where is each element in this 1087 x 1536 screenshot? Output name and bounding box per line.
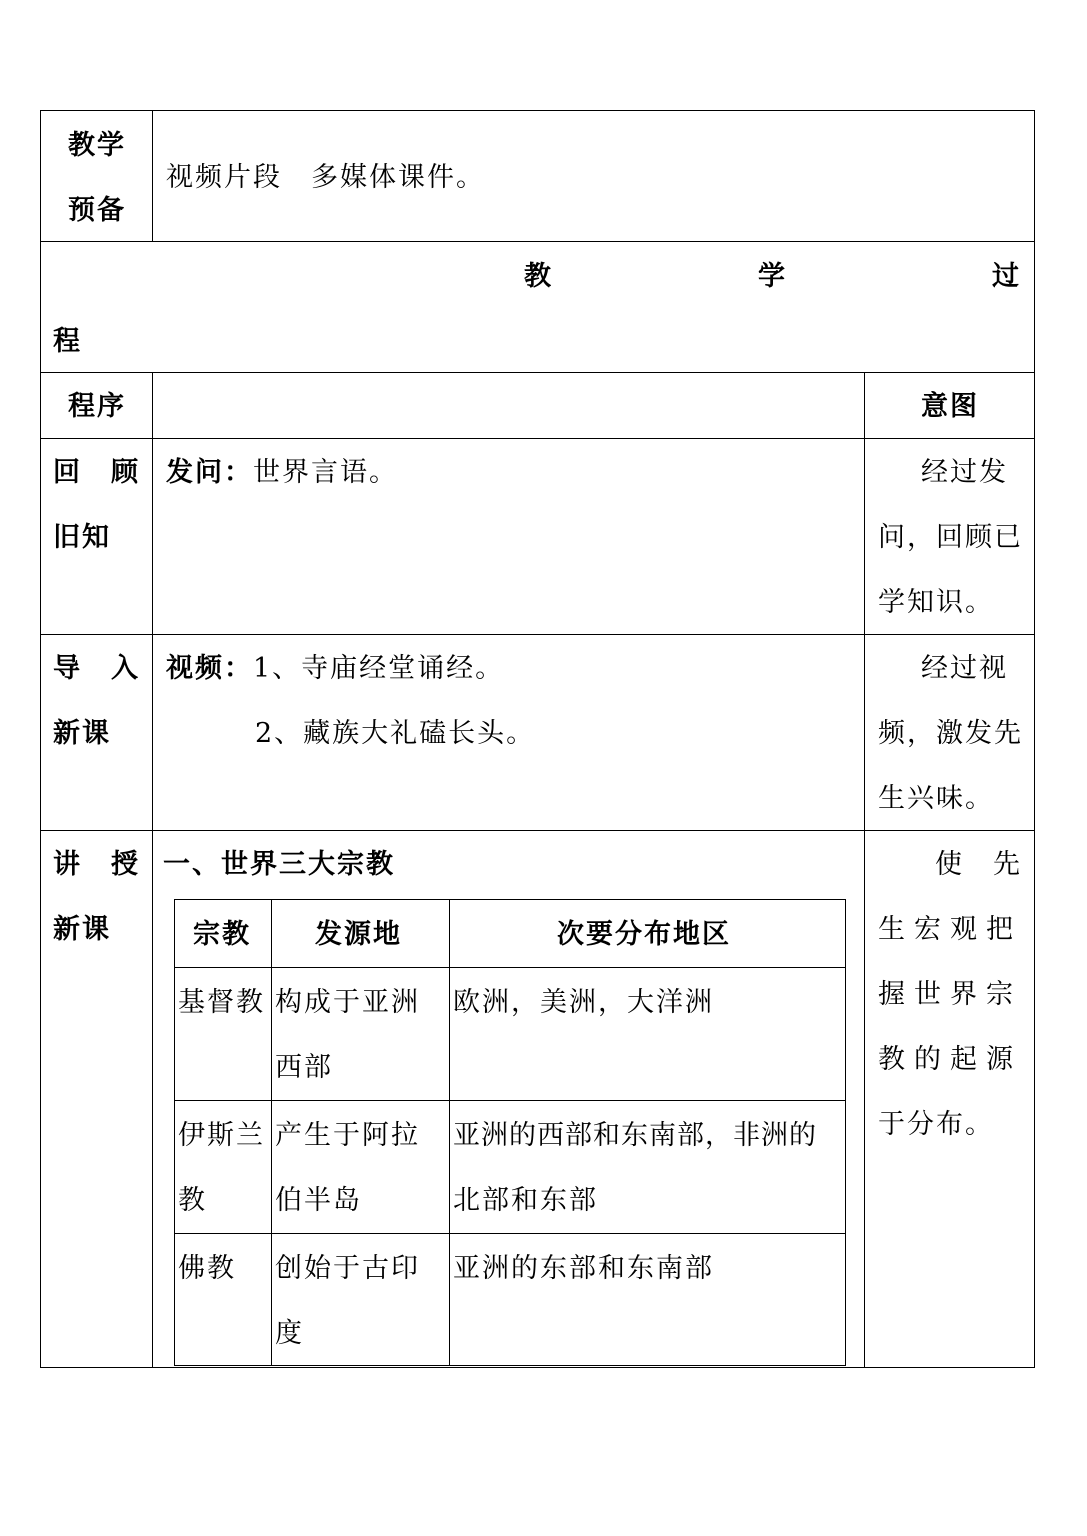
distribution-cell-line1: 亚洲的东部和东南部 [453,1253,714,1284]
intro-label-line2: 新课 [53,718,111,749]
review-intent-line3: 学知识。 [878,587,994,618]
header-origin: 发源地 [315,919,402,950]
prep-label-line2: 预备 [68,195,126,226]
lecture-label-line1: 讲 授 [53,849,140,880]
origin-cell-line1: 创始于古印 [275,1253,420,1284]
intro-intent-line2: 频，激发先 [878,718,1023,749]
distribution-cell-line2: 北部和东部 [453,1185,598,1216]
review-label-line1: 回 顾 [53,457,140,488]
origin-cell-line2: 西部 [275,1052,333,1083]
lesson-plan-table [40,110,1035,1368]
intro-video-line1 [166,636,504,701]
prep-label-line1: 教学 [68,130,126,161]
lecture-intent-line4: 教的起源 [878,1044,1022,1075]
religion-table [174,899,846,1366]
origin-cell-line1: 构成于亚洲 [275,987,420,1018]
lecture-intent-line2: 生宏观把 [878,914,1022,945]
religion-cell: 佛教 [178,1253,236,1284]
row-divider [175,1100,845,1101]
lecture-label-line2: 新课 [53,914,111,945]
column-divider [271,900,272,1365]
intro-label-line1: 导 入 [53,653,140,684]
header-distribution: 次要分布地区 [557,919,731,950]
column-divider [864,372,865,1368]
intro-intent-line3: 生兴味。 [878,783,994,814]
religion-cell: 基督教 [178,987,265,1018]
intro-video-item1: 1、寺庙经堂诵经。 [253,653,505,684]
lecture-intent-line3: 握世界宗 [878,979,1022,1010]
lecture-intent-line1: 使 先 [935,849,1022,880]
process-header-char4: 程 [53,326,82,357]
column-divider [449,900,450,1365]
origin-cell-line1: 产生于阿拉 [275,1120,420,1151]
intro-video-item2: 2、藏族大礼磕长头。 [255,718,536,749]
review-label-line2: 旧知 [53,522,111,553]
review-prompt [166,440,398,505]
origin-cell-line2: 度 [275,1318,304,1349]
intro-video-label: 视频： [166,653,253,684]
header-religion: 宗教 [193,919,251,950]
column-divider [152,111,153,241]
process-header-char3: 过 [992,261,1021,292]
row-divider [41,241,1034,242]
row-divider [41,438,1034,439]
row-divider [175,967,845,968]
prep-content: 视频片段 多媒体课件。 [166,162,485,193]
review-prompt-text: 世界言语。 [253,457,398,488]
review-intent-line2: 问，回顾已 [878,522,1023,553]
process-header-char2: 学 [758,261,787,292]
distribution-cell-line1: 欧洲，美洲，大洋洲 [453,987,714,1018]
lecture-heading: 一、世界三大宗教 [163,849,395,880]
row-divider [175,1233,845,1234]
intro-intent-line1: 经过视 [921,653,1008,684]
religion-cell-line1: 伊斯兰 [178,1120,265,1151]
review-intent-line1: 经过发 [921,457,1008,488]
distribution-cell-line1: 亚洲的西部和东南部，非洲的 [453,1120,817,1151]
religion-cell-line2: 教 [178,1185,207,1216]
row-divider [41,372,1034,373]
origin-cell-line2: 伯半岛 [275,1185,362,1216]
column-program-label: 程序 [68,391,126,422]
column-intent-label: 意图 [921,391,979,422]
process-header-char1: 教 [524,261,553,292]
review-prompt-label: 发问： [166,457,253,488]
lecture-intent-line5: 于分布。 [878,1109,994,1140]
column-divider [152,372,153,1368]
